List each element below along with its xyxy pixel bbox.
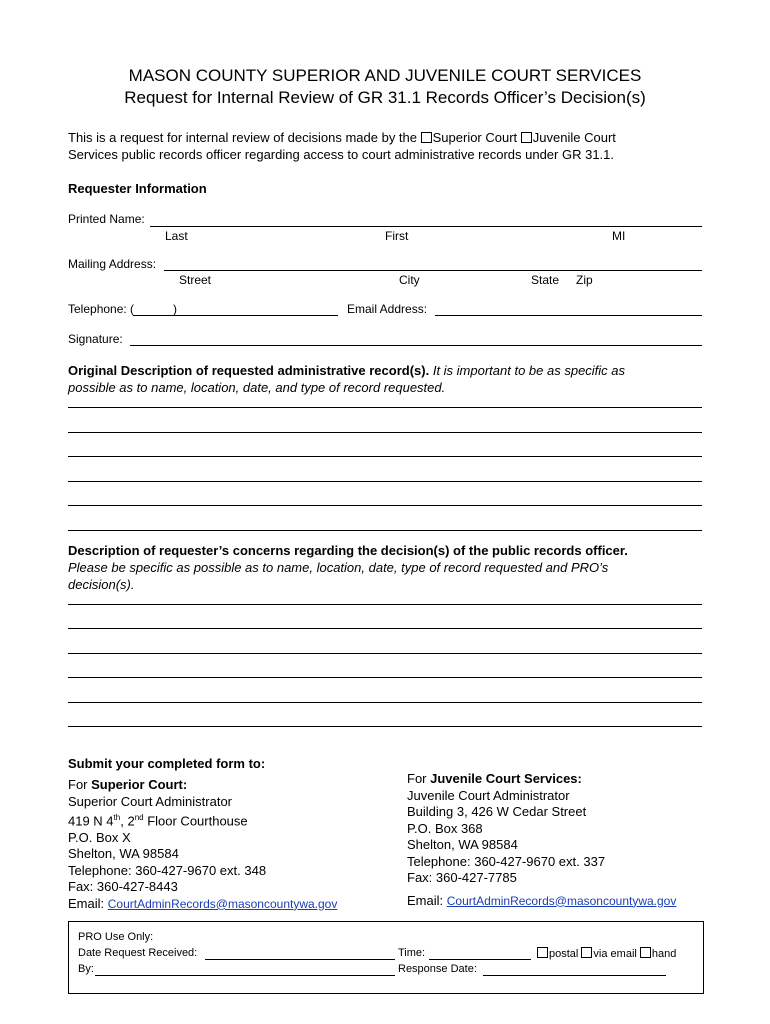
concerns-note-2: decision(s). <box>68 577 135 592</box>
telephone-paren: ) <box>173 302 177 316</box>
addr-city-label: City <box>399 273 420 287</box>
original-description-heading: Original Description of requested administrative record(s). <box>68 363 430 378</box>
juvenile-email-link[interactable]: CourtAdminRecords@masoncountywa.gov <box>446 893 677 908</box>
telephone-label: Telephone: ( <box>68 302 135 316</box>
concerns-prompt <box>68 542 728 593</box>
delivery-method: postal via email hand <box>537 947 676 960</box>
superior-email-link[interactable]: CourtAdminRecords@masoncountywa.gov <box>107 896 338 911</box>
superior-court-address: For Superior Court: Superior Court Administrator 419 N 4th, 2nd Floor Courthouse P.O. Box X Shelton, WA 98584 Telephone: 360-427-9670 ext. 348 Fax: 360-427-8443 Email: CourtAdminRecords@masoncountywa.gov <box>68 777 388 912</box>
concerns-line-2[interactable] <box>68 628 702 629</box>
response-date-label: Response Date: <box>398 963 477 975</box>
printed-name-label: Printed Name: <box>68 212 145 226</box>
concerns-note-1: Please be specific as possible as to name, location, date, type of record requested and PRO’s <box>68 560 609 575</box>
intro-part2: Services public records officer regarding access to court administrative records under GR 31.1. <box>68 147 615 162</box>
date-received-field[interactable] <box>205 959 395 960</box>
time-field[interactable] <box>429 959 531 960</box>
juvenile-court-address: For Juvenile Court Services: Juvenile Court Administrator Building 3, 426 W Cedar Street P.O. Box 368 Shelton, WA 98584 Telephone: 360-427-9670 ext. 337 Fax: 360-427-7785 Email: CourtAdminRecords@masoncountywa.gov <box>407 771 727 909</box>
name-first-label: First <box>385 229 409 243</box>
original-description-line-3[interactable] <box>68 456 702 457</box>
name-last-label: Last <box>165 229 188 243</box>
via-email-checkbox[interactable] <box>581 947 592 958</box>
juvenile-court-for: For Juvenile Court Services: <box>407 771 582 786</box>
printed-name-field[interactable] <box>150 226 702 227</box>
by-field[interactable] <box>95 975 395 976</box>
original-description-line-1[interactable] <box>68 407 702 408</box>
concerns-heading: Description of requester’s concerns regarding the decision(s) of the public records officer. <box>68 543 628 558</box>
email-address-field[interactable] <box>435 315 702 316</box>
original-description-note-1: It is important to be as specific as <box>432 363 626 378</box>
addr-street-label: Street <box>179 273 212 287</box>
postal-checkbox[interactable] <box>537 947 548 958</box>
name-mi-label: MI <box>612 229 626 243</box>
superior-court-checkbox[interactable] <box>421 132 432 143</box>
addr-state-label: State <box>531 273 560 287</box>
original-description-prompt <box>68 362 708 396</box>
date-received-label: Date Request Received: <box>78 947 198 959</box>
pro-use-title: PRO Use Only: <box>78 931 154 943</box>
juvenile-court-checkbox[interactable] <box>521 132 532 143</box>
submit-heading: Submit your completed form to: <box>68 756 266 771</box>
signature-field[interactable] <box>130 345 702 346</box>
mailing-address-label: Mailing Address: <box>68 257 157 271</box>
time-label: Time: <box>398 947 426 959</box>
juvenile-court-option: Juvenile Court <box>532 130 616 145</box>
concerns-line-1[interactable] <box>68 604 702 605</box>
email-address-label: Email Address: <box>347 302 428 316</box>
original-description-line-6[interactable] <box>68 530 702 531</box>
addr-zip-label: Zip <box>576 273 593 287</box>
concerns-line-6[interactable] <box>68 726 702 727</box>
pro-use-box <box>68 921 704 994</box>
telephone-field[interactable] <box>133 315 338 316</box>
superior-court-option: Superior Court <box>432 130 518 145</box>
original-description-note-2: possible as to name, location, date, and type of record requested. <box>68 380 446 395</box>
original-description-line-2[interactable] <box>68 432 702 433</box>
concerns-line-4[interactable] <box>68 677 702 678</box>
requester-heading: Requester Information <box>68 181 207 196</box>
form-subtitle: Request for Internal Review of GR 31.1 Records Officer’s Decision(s) <box>124 88 646 107</box>
intro-part1: This is a request for internal review of decisions made by the <box>68 130 421 145</box>
original-description-line-4[interactable] <box>68 481 702 482</box>
superior-court-for: For Superior Court: <box>68 777 188 792</box>
mailing-address-field[interactable] <box>164 270 702 271</box>
hand-checkbox[interactable] <box>640 947 651 958</box>
signature-label: Signature: <box>68 332 123 346</box>
form-title: MASON COUNTY SUPERIOR AND JUVENILE COURT SERVICES <box>128 66 642 85</box>
by-label: By: <box>78 963 94 975</box>
original-description-line-5[interactable] <box>68 505 702 506</box>
concerns-line-5[interactable] <box>68 702 702 703</box>
intro-text <box>68 129 708 163</box>
response-date-field[interactable] <box>483 975 666 976</box>
concerns-line-3[interactable] <box>68 653 702 654</box>
